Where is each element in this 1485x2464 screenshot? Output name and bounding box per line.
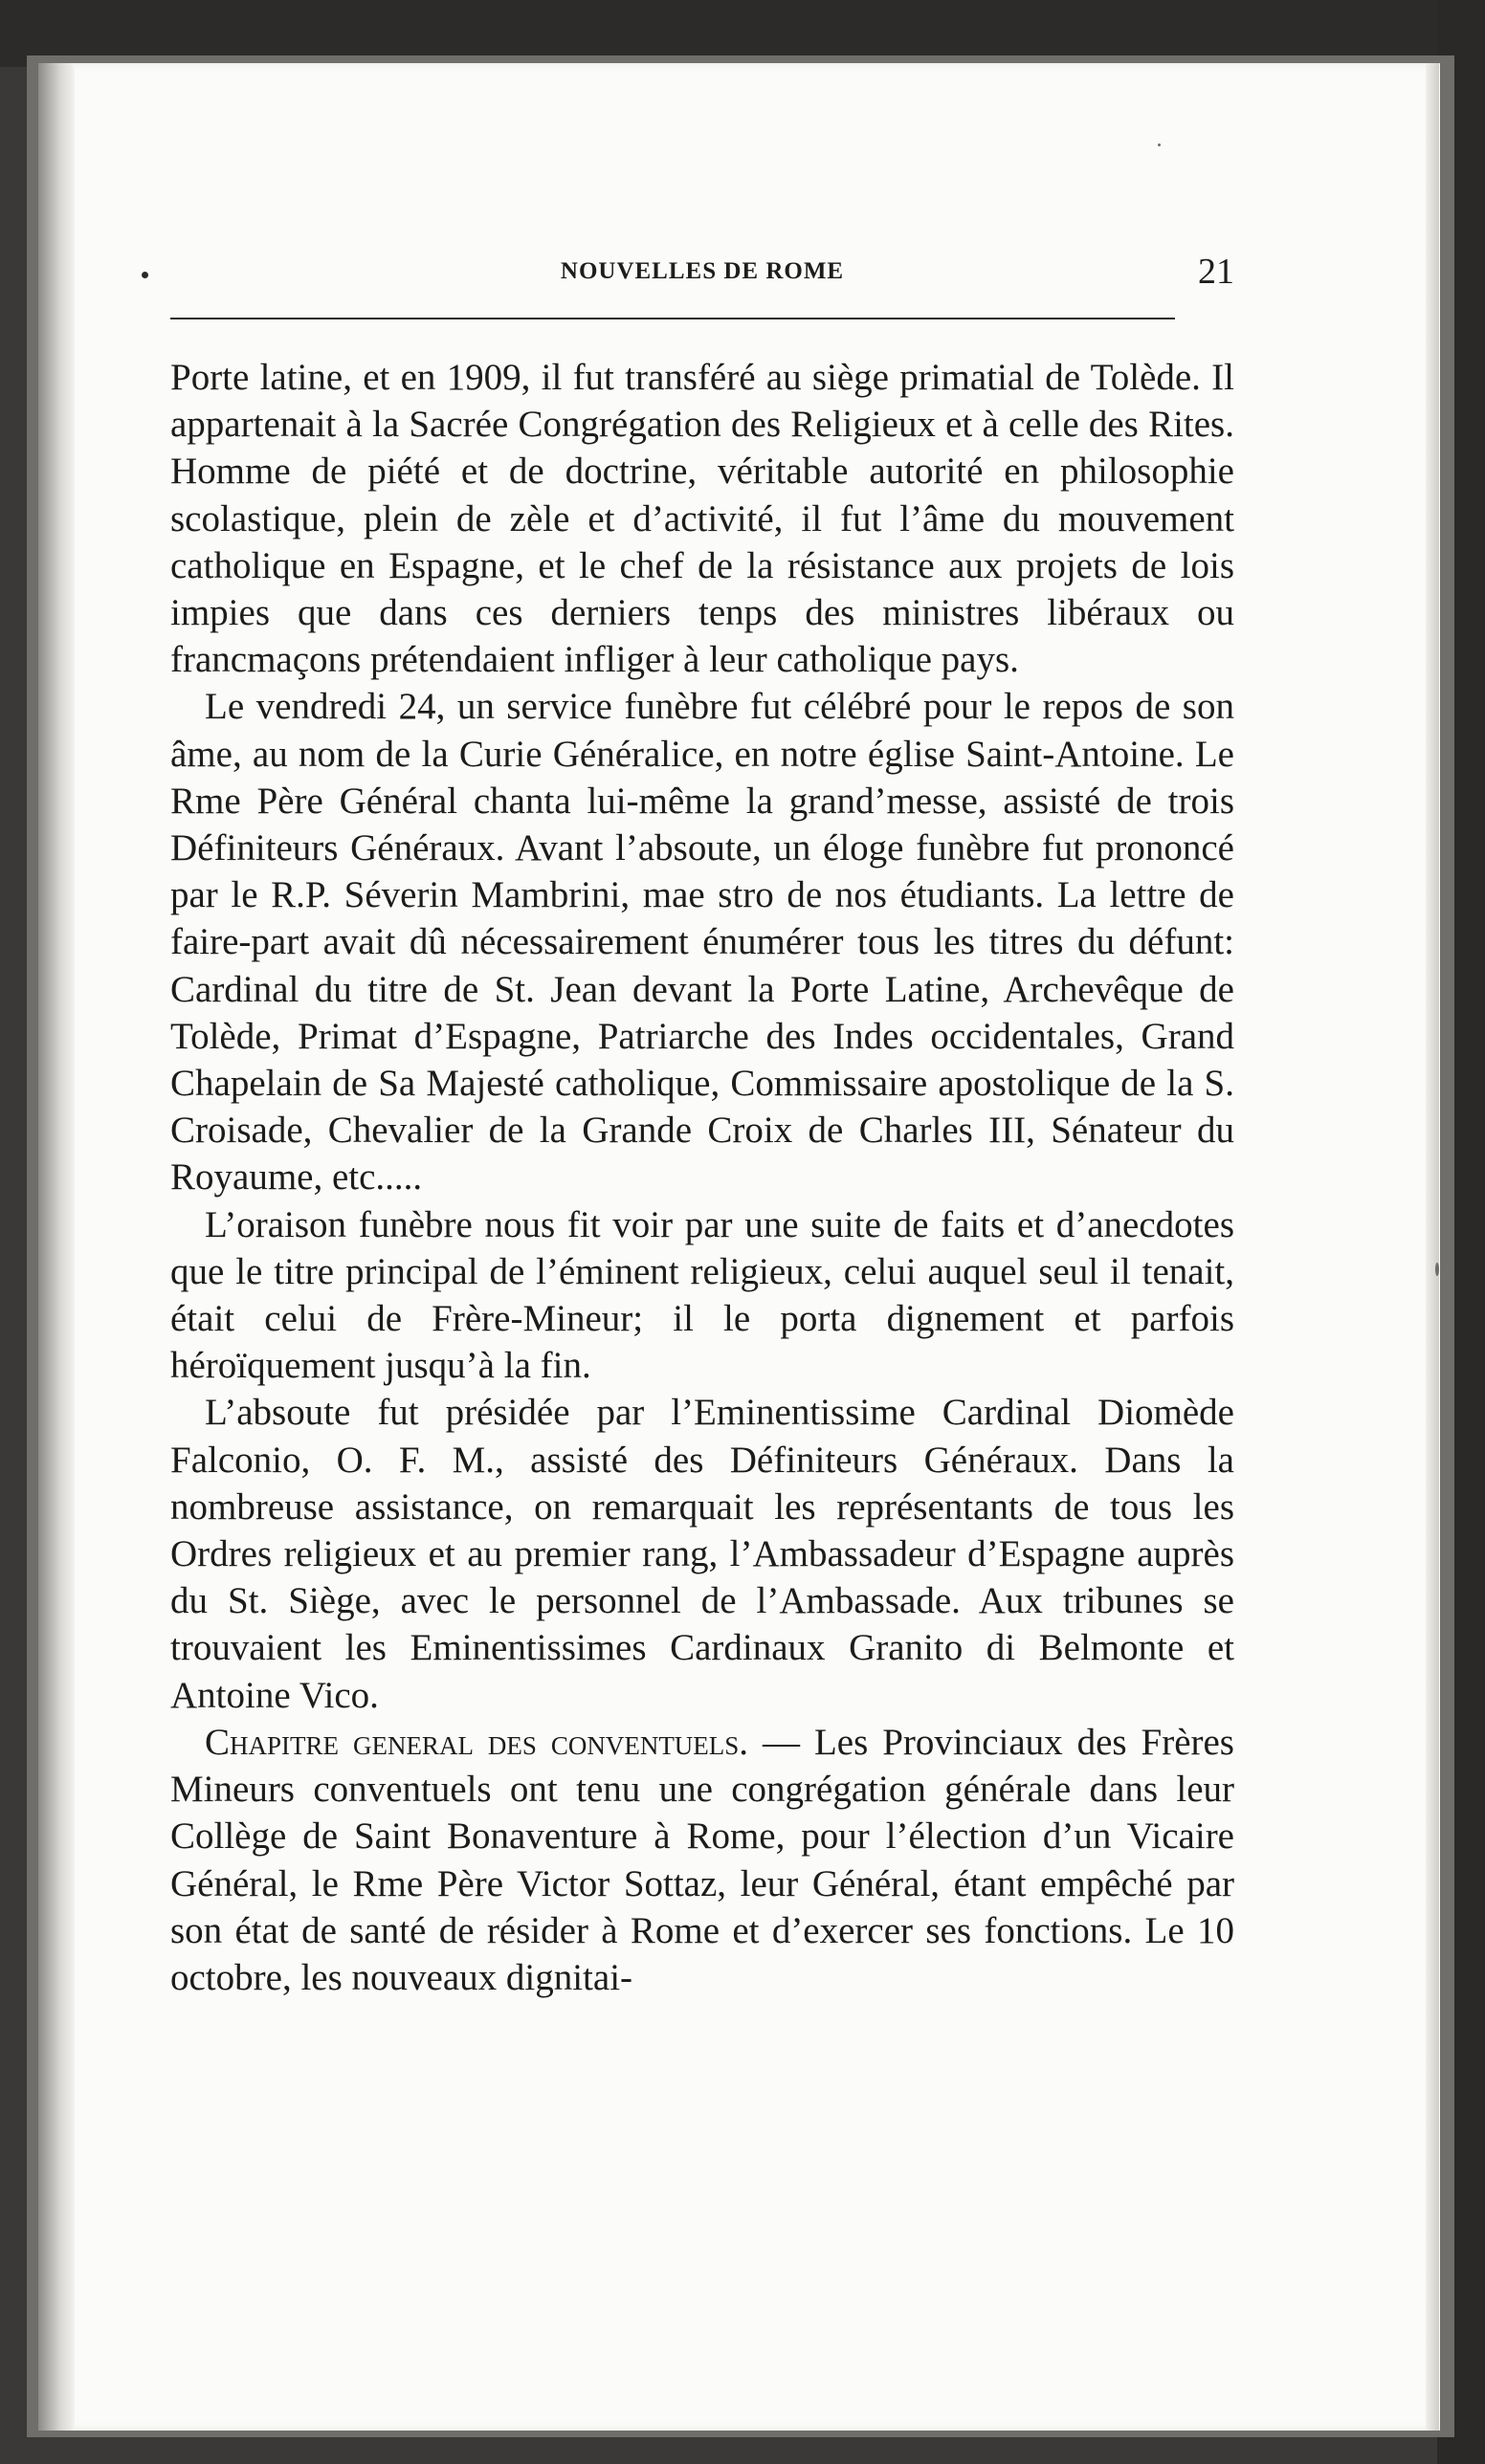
page-edge [1426,63,1439,2431]
header-rule [170,318,1175,319]
ink-dot [142,272,148,278]
speck [1158,143,1161,146]
paragraph: L’absoute fut présidée par l’Eminentissime Cardinal Diomède Falconio, O. F. M., assisté des Définiteurs Généraux. Dans la nombreuse assistance, on remarquait les représentants de tous les Ordres religieux et au premier rang, l’Ambassadeur d’Espagne auprès du St. Siège, avec le personnel de l’Ambassade. Aux tribunes se trouvaient les Eminentissimes Cardinaux Granito di Belmonte et Antoine Vico. [170,1392,1234,1716]
paragraph-text: — Les Provinciaux des Frères Mineurs conventuels ont tenu une congrégation générale dans leur Collège de Saint Bonaventure à Rome, pour l’élection d’un Vicaire Général, le Rme Père Victor Sottaz, leur Général, étant empêché par son état de santé de résider à Rome et d’exercer ses fonctions. Le 10 octobre, les nouveaux dignitai- [170,1721,1234,1998]
body-text [170,354,1234,2001]
page-gutter [38,63,75,2431]
paragraph: L’oraison funèbre nous fit voir par une suite de faits et d’anecdotes que le titre principal de l’éminent religieux, celui auquel seul il tenait, était celui de Frère-Mineur; il le porta dignement et parfois héroïquement jusqu’à la fin. [170,1203,1234,1387]
paragraph-chapitre [170,1719,1234,2001]
running-title: NOUVELLES DE ROME [560,258,845,284]
paragraph: Le vendredi 24, un service funèbre fut célébré pour le repos de son âme, au nom de la Curie Généralice, en notre église Saint-Antoine. Le Rme Père Général chanta lui-même la grand’messe, assisté de trois Définiteurs Généraux. Avant l’absoute, un éloge funèbre fut prononcé par le R.P. Séverin Mambrini, mae stro de nos étudiants. La lettre de faire-part avait dû nécessairement énumérer tous les titres du défunt: Cardinal du titre de St. Jean devant la Porte Latine, Archevêque de Tolède, Primat d’Espagne, Patriarche des Indes occidentales, Grand Chapelain de Sa Majesté catholique, Commissaire apostolique de la S. Croisade, Chevalier de la Grande Croix de Charles III, Sénateur du Royaume, etc..... [170,686,1234,1199]
running-head [170,251,1234,310]
page-number: 21 [1198,252,1234,292]
speck [1435,1263,1439,1276]
paragraph: Porte latine, et en 1909, il fut transféré au siège primatial de Tolède. Il appartenait à la Sacrée Congrégation des Religieux et à celle des Rites. Homme de piété et de doctrine, véritable autorité en philosophie scolastique, plein de zèle et d’activité, il fut l’âme du mouvement catholique en Espagne, et le chef de la résistance aux projets de lois impies que dans ces derniers tenps des ministres libéraux ou francmaçons prétendaient infliger à leur catholique pays. [170,357,1234,681]
section-heading: Chapitre general des conventuels. [205,1721,749,1763]
